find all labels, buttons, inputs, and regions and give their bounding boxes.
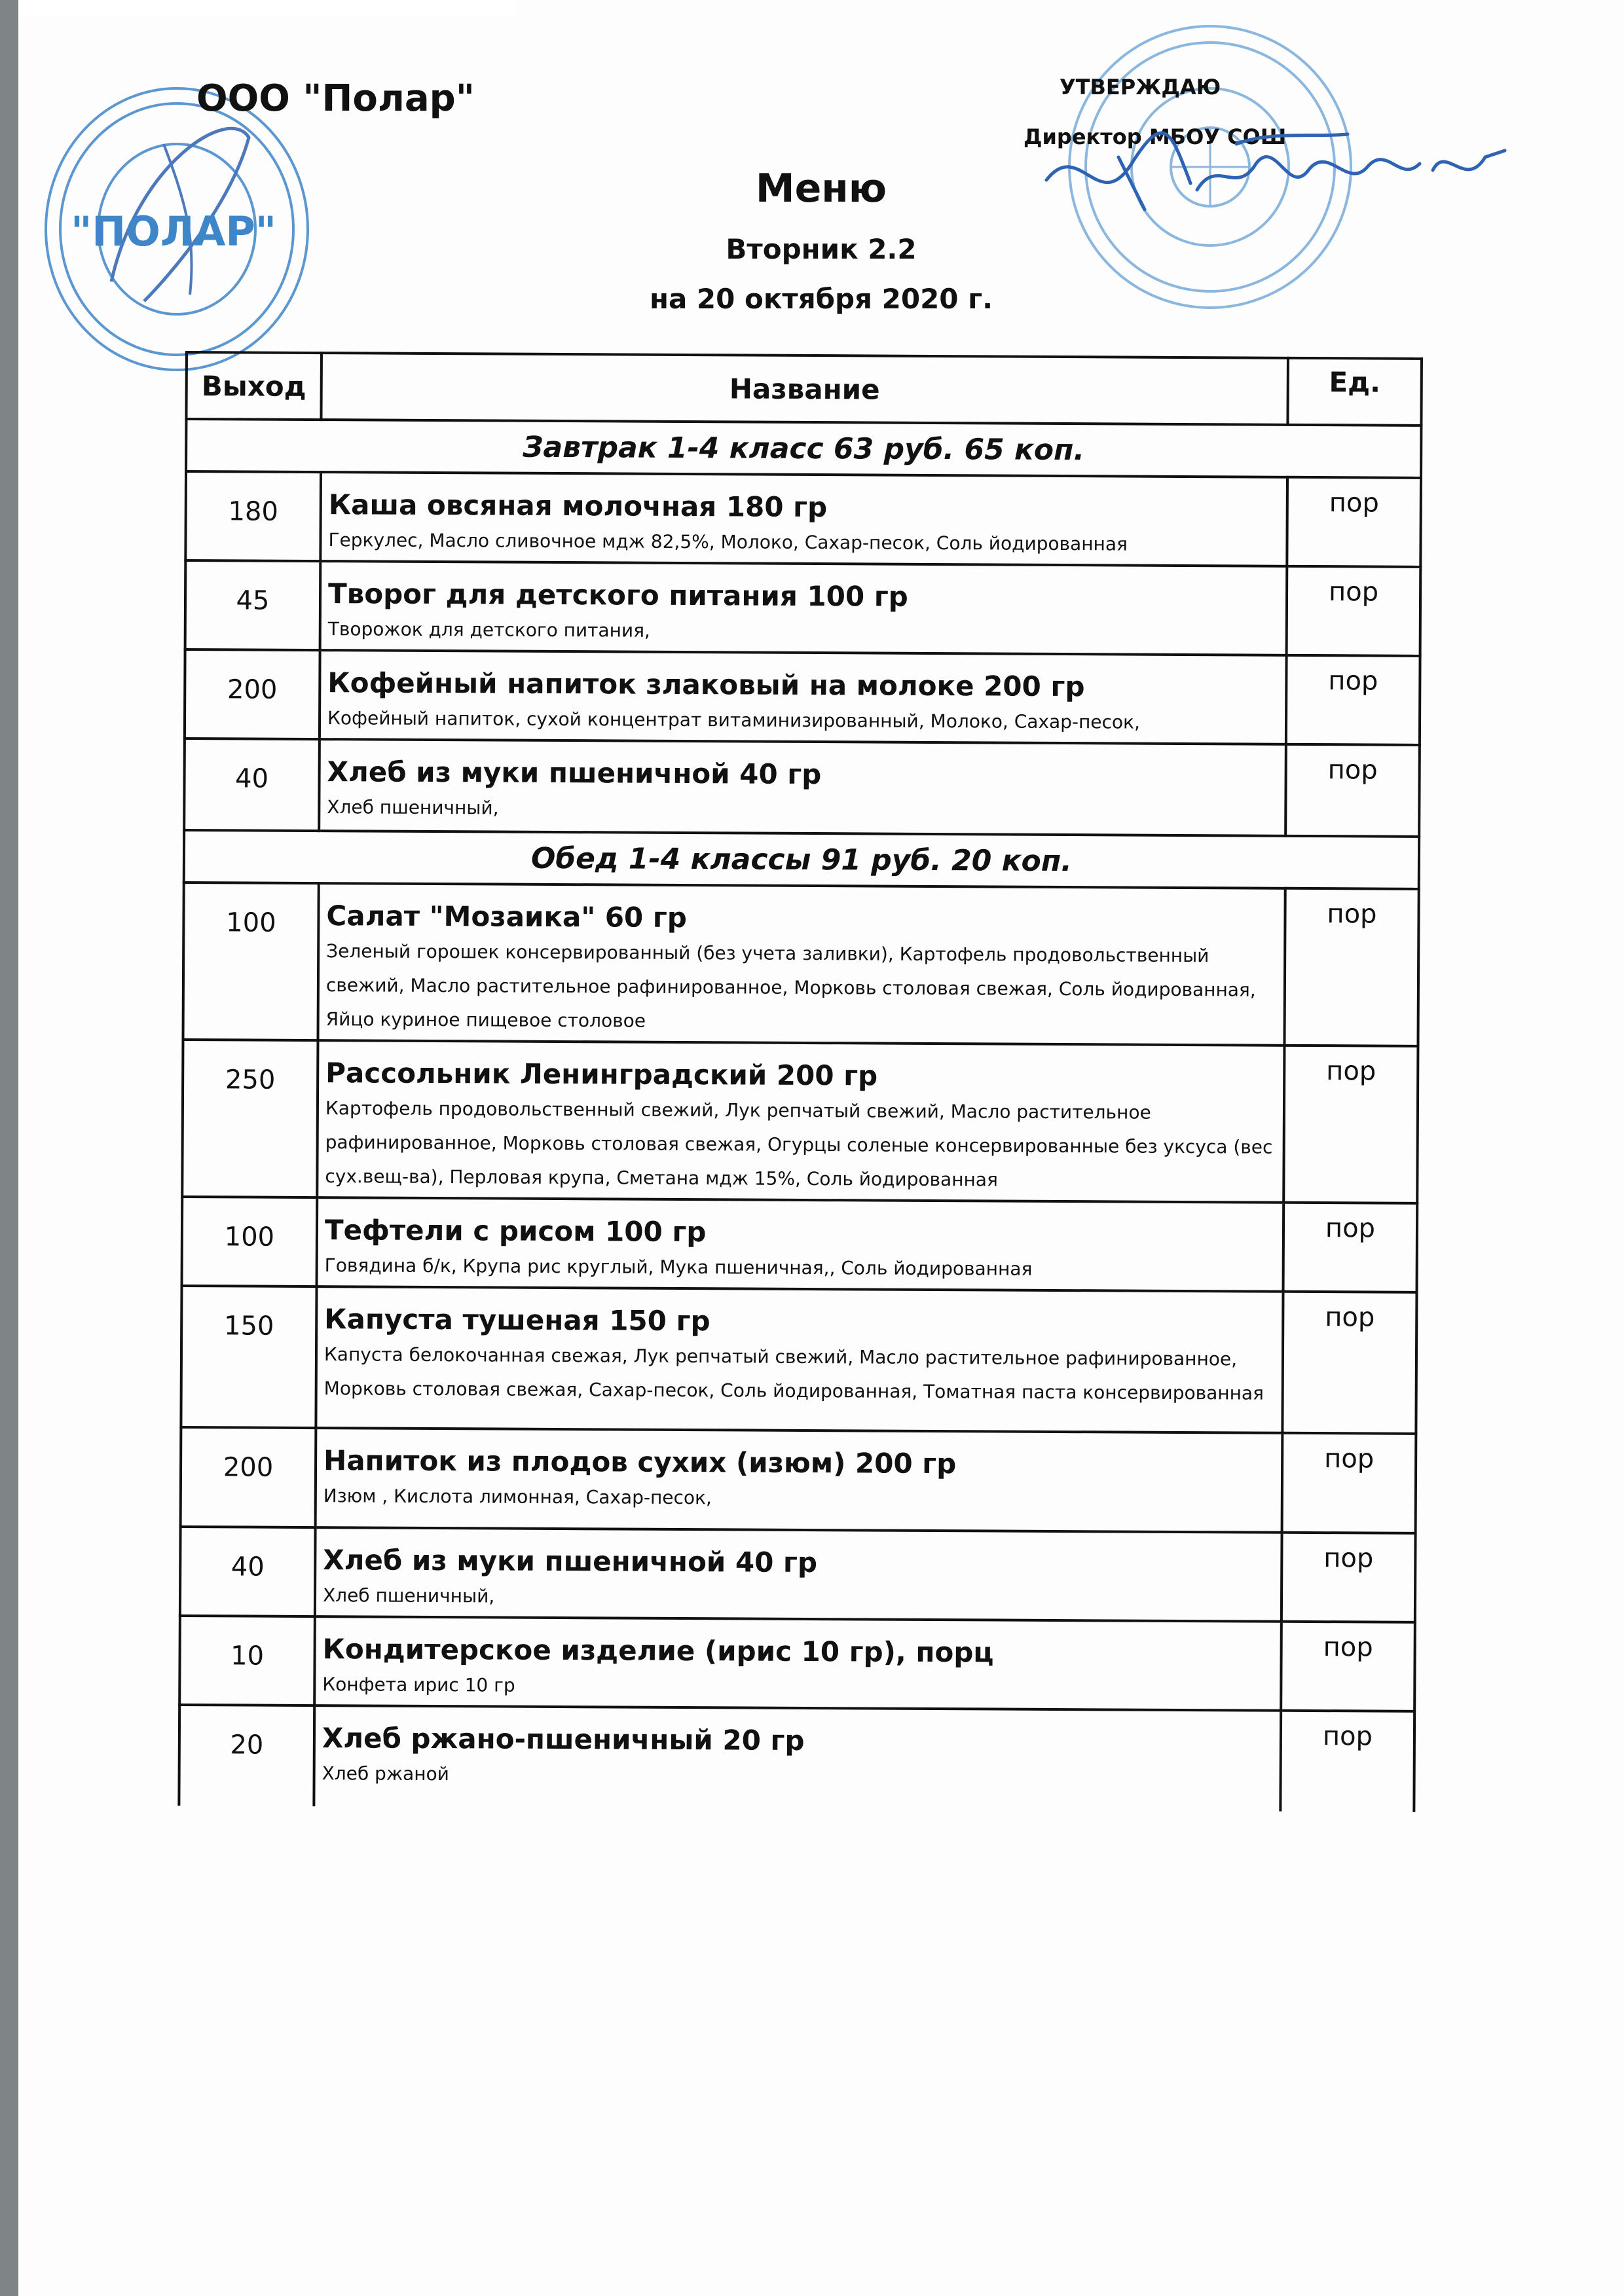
dish-name: Кофейный напиток злаковый на молоке 200 гр bbox=[327, 666, 1085, 703]
unit-cell: пор bbox=[1283, 1046, 1418, 1203]
name-cell bbox=[317, 1197, 1284, 1292]
table-row bbox=[179, 1705, 1414, 1812]
output-cell: 180 bbox=[185, 471, 321, 561]
menu-date: на 20 октября 2020 г. bbox=[649, 283, 993, 315]
name-cell bbox=[320, 472, 1287, 566]
dish-ingredients: Творожок для детского питания, bbox=[327, 618, 650, 642]
table-row bbox=[181, 1427, 1416, 1533]
dish-name: Хлеб из муки пшеничной 40 гр bbox=[327, 756, 822, 791]
unit-cell: пор bbox=[1282, 1292, 1416, 1434]
seal-center-text: "ПОЛАР" bbox=[70, 208, 277, 255]
output-cell: 45 bbox=[185, 560, 321, 650]
unit-cell: пор bbox=[1282, 1533, 1416, 1622]
unit-cell: пор bbox=[1285, 744, 1420, 837]
header-name: Название bbox=[321, 353, 1288, 425]
dish-ingredients: Изюм , Кислота лимонная, Сахар-песок, bbox=[323, 1485, 712, 1509]
table-row bbox=[184, 738, 1420, 837]
dish-name: Каша овсяная молочная 180 гр bbox=[328, 488, 828, 524]
unit-cell: пор bbox=[1287, 566, 1421, 656]
table-header-row bbox=[186, 352, 1422, 426]
dish-name: Хлеб из муки пшеничной 40 гр bbox=[323, 1544, 818, 1579]
table-row bbox=[185, 649, 1420, 745]
menu-day: Вторник 2.2 bbox=[726, 233, 917, 265]
unit-cell: пор bbox=[1283, 1203, 1418, 1292]
company-name: ООО "Полар" bbox=[196, 77, 475, 120]
dish-ingredients: Кофейный напиток, сухой концентрат витаминизированный, Молоко, Сахар-песок, bbox=[327, 707, 1141, 733]
dish-ingredients: Конфета ирис 10 гр bbox=[322, 1673, 515, 1696]
name-cell bbox=[315, 1527, 1282, 1622]
approval-label: УТВЕРЖДАЮ bbox=[1060, 75, 1221, 100]
name-cell bbox=[317, 1040, 1284, 1203]
section-lunch bbox=[184, 830, 1419, 889]
name-cell bbox=[320, 561, 1287, 655]
dish-ingredients: Хлеб пшеничный, bbox=[327, 796, 499, 819]
output-cell: 200 bbox=[185, 649, 320, 739]
table-row bbox=[182, 1197, 1418, 1292]
name-cell bbox=[316, 1286, 1283, 1433]
unit-cell: пор bbox=[1280, 1711, 1414, 1812]
unit-cell: пор bbox=[1284, 888, 1418, 1046]
name-cell bbox=[318, 883, 1285, 1046]
dish-ingredients: Говядина б/к, Крупа рис круглый, Мука пшеничная,, Соль йодированная bbox=[324, 1254, 1033, 1280]
dish-name: Рассольник Ленинградский 200 гр bbox=[325, 1057, 878, 1092]
unit-cell: пор bbox=[1282, 1433, 1416, 1533]
output-cell: 40 bbox=[180, 1527, 316, 1616]
table-row bbox=[180, 1527, 1416, 1622]
name-cell bbox=[314, 1705, 1281, 1812]
header-unit: Ед. bbox=[1287, 358, 1422, 426]
output-cell: 40 bbox=[184, 738, 320, 831]
dish-name: Хлеб ржано-пшеничный 20 гр bbox=[322, 1722, 805, 1757]
section-breakfast bbox=[186, 419, 1421, 478]
dish-ingredients: Геркулес, Масло сливочное мдж 82,5%, Молоко, Сахар-песок, Соль йодированная bbox=[328, 529, 1128, 555]
table-row bbox=[182, 1040, 1418, 1203]
name-cell bbox=[314, 1616, 1282, 1711]
dish-ingredients: Капуста белокочанная свежая, Лук репчатый свежий, Масло растительное рафинированное, Морковь столовая свежая, Сахар-песок, Соль йодированная, Томатная паста консервированная bbox=[323, 1343, 1264, 1404]
output-cell: 10 bbox=[179, 1616, 315, 1705]
dish-ingredients: Хлеб ржаной bbox=[322, 1762, 449, 1785]
output-cell: 20 bbox=[179, 1705, 314, 1806]
dish-name: Капуста тушеная 150 гр bbox=[324, 1303, 710, 1338]
dish-name: Напиток из плодов сухих (изюм) 200 гр bbox=[323, 1444, 957, 1480]
section-title: Завтрак 1-4 класс 63 руб. 65 коп. bbox=[186, 419, 1421, 478]
dish-ingredients: Картофель продовольственный свежий, Лук репчатый свежий, Масло растительное рафинированное, Морковь столовая свежая, Огурцы соленые консервированные без уксуса (вес сух.вещ-ва), Перловая крупа, Сметана мдж 15%, Соль йодированная bbox=[325, 1097, 1273, 1191]
name-cell bbox=[316, 1428, 1283, 1533]
dish-ingredients: Хлеб пшеничный, bbox=[322, 1584, 495, 1607]
dish-name: Тефтели с рисом 100 гр bbox=[324, 1214, 707, 1248]
table-row bbox=[185, 471, 1421, 567]
unit-cell: пор bbox=[1287, 477, 1421, 567]
dish-name: Творог для детского питания 100 гр bbox=[327, 577, 908, 613]
table-row bbox=[183, 883, 1418, 1046]
dish-ingredients: Зеленый горошек консервированный (без учета заливки), Картофель продовольственный свежий, Масло растительное рафинированное, Морковь столовая свежая, Соль йодированная, Яйцо куриное пищевое столовое bbox=[325, 940, 1256, 1032]
header-output: Выход bbox=[186, 352, 322, 420]
unit-cell: пор bbox=[1286, 655, 1420, 745]
output-cell: 100 bbox=[183, 883, 318, 1040]
dish-name: Кондитерское изделие (ирис 10 гр), порц bbox=[322, 1633, 994, 1669]
output-cell: 250 bbox=[182, 1040, 318, 1197]
table-row bbox=[181, 1286, 1416, 1434]
table-row bbox=[185, 560, 1421, 656]
menu-title: Меню bbox=[755, 166, 887, 211]
output-cell: 150 bbox=[181, 1286, 316, 1428]
output-cell: 100 bbox=[182, 1197, 318, 1286]
menu-table bbox=[177, 351, 1423, 1812]
name-cell bbox=[320, 650, 1287, 744]
dish-name: Салат "Мозаика" 60 гр bbox=[326, 900, 687, 934]
name-cell bbox=[319, 739, 1286, 836]
table-row bbox=[179, 1616, 1415, 1711]
director-title: Директор МБОУ СОШ bbox=[1024, 124, 1287, 149]
output-cell: 200 bbox=[181, 1427, 316, 1527]
section-title: Обед 1-4 классы 91 руб. 20 коп. bbox=[184, 830, 1419, 889]
document-page bbox=[18, 0, 1624, 2296]
unit-cell: пор bbox=[1281, 1622, 1415, 1711]
